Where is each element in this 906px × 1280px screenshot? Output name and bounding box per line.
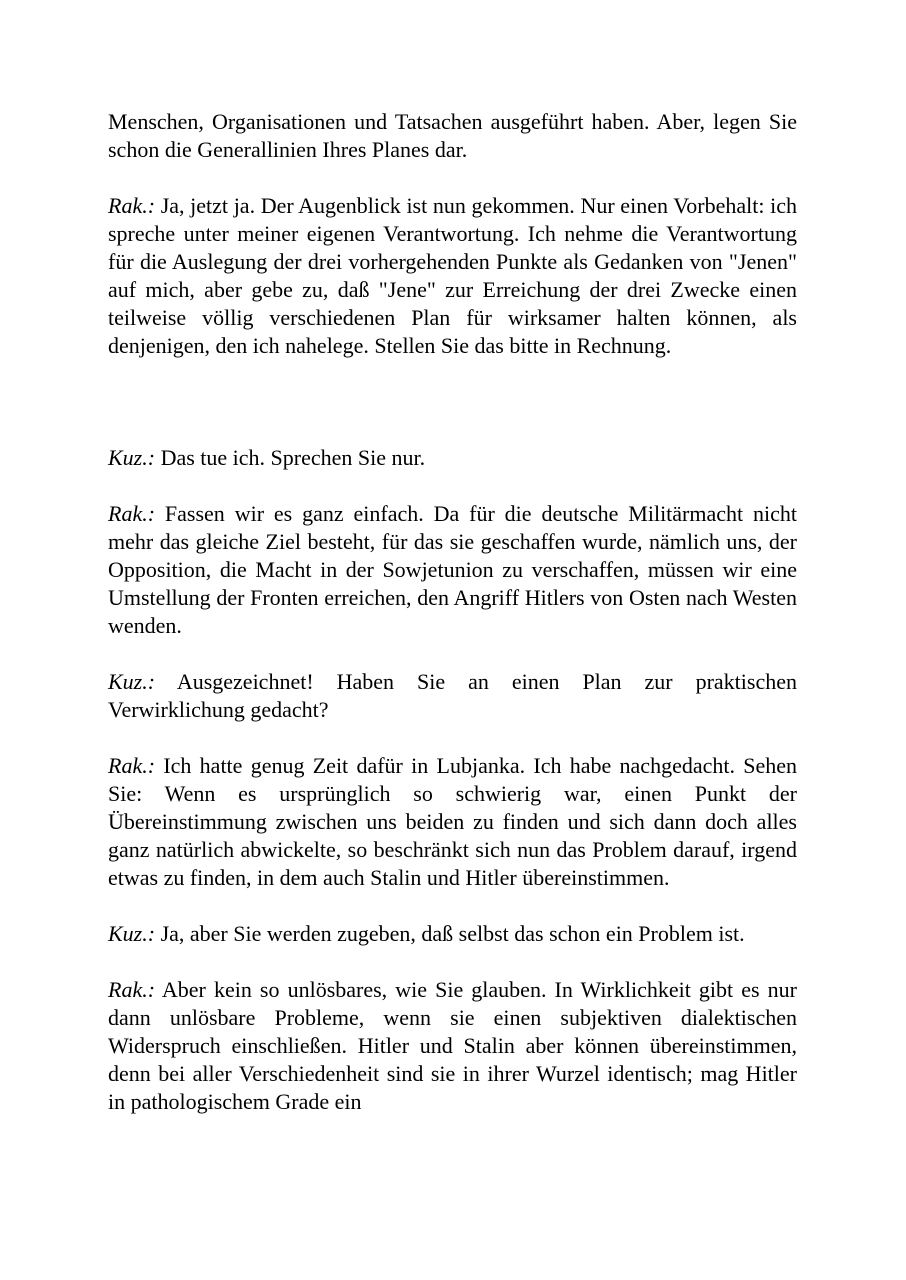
paragraph-2 — [108, 192, 797, 360]
paragraph-7 — [108, 920, 797, 948]
paragraph-text: Das tue ich. Sprechen Sie nur. — [160, 445, 426, 470]
paragraph-4 — [108, 500, 797, 640]
paragraph-text: Ja, aber Sie werden zugeben, daß selbst das schon ein Problem ist. — [160, 921, 745, 946]
paragraph-6 — [108, 752, 797, 892]
paragraph-8 — [108, 976, 797, 1116]
speaker-label: Kuz.: — [108, 669, 156, 694]
speaker-label: Kuz.: — [108, 921, 156, 946]
speaker-label: Kuz.: — [108, 445, 156, 470]
paragraph-text: Ausgezeichnet! Haben Sie an einen Plan zur praktischen Verwirklichung gedacht? — [108, 669, 797, 722]
paragraph-3 — [108, 444, 797, 472]
speaker-label: Rak.: — [108, 501, 156, 526]
paragraph-5 — [108, 668, 797, 724]
speaker-label: Rak.: — [108, 193, 156, 218]
paragraph-text: Fassen wir es ganz einfach. Da für die deutsche Militärmacht nicht mehr das gleiche Ziel besteht, für das sie geschaffen wurde, nämlich uns, der Opposition, die Macht in der Sowjetunion zu verschaffen, müssen wir eine Umstellung der Fronten erreichen, den Angriff Hitlers von Osten nach Westen wenden. — [108, 501, 798, 638]
paragraph-1 — [108, 108, 797, 164]
speaker-label: Rak.: — [108, 753, 156, 778]
paragraph-text: Ich hatte genug Zeit dafür in Lubjanka. Ich habe nachgedacht. Sehen Sie: Wenn es ursprünglich so schwierig war, einen Punkt der Übereinstimmung zwischen uns beiden zu finden und sich dann doch alles ganz natürlich abwickelte, so beschränkt sich nun das Problem darauf, irgend etwas zu finden, in dem auch Stalin und Hitler übereinstimmen. — [108, 753, 798, 890]
paragraph-text: Menschen, Organisationen und Tatsachen ausgeführt haben. Aber, legen Sie schon die Generallinien Ihres Planes dar. — [108, 109, 797, 162]
speaker-label: Rak.: — [108, 977, 156, 1002]
paragraph-text: Aber kein so unlösbares, wie Sie glauben. In Wirklichkeit gibt es nur dann unlösbare Probleme, wenn sie einen subjektiven dialektischen Widerspruch einschließen. Hitler und Stalin aber können übereinstimmen, denn bei aller Verschiedenheit sind sie in ihrer Wurzel identisch; mag Hitler in pathologischem Grade ein — [108, 977, 797, 1114]
document-page — [108, 108, 797, 1144]
paragraph-text: Ja, jetzt ja. Der Augenblick ist nun gekommen. Nur einen Vorbehalt: ich spreche unter meiner eigenen Verantwortung. Ich nehme die Verantwortung für die Auslegung der drei vorhergehenden Punkte als Gedanken von "Jenen" auf mich, aber gebe zu, daß "Jene" zur Erreichung der drei Zwecke einen teilweise völlig verschiedenen Plan für wirksamer halten können, als denjenigen, den ich nahelege. Stellen Sie das bitte in Rechnung. — [108, 193, 797, 358]
